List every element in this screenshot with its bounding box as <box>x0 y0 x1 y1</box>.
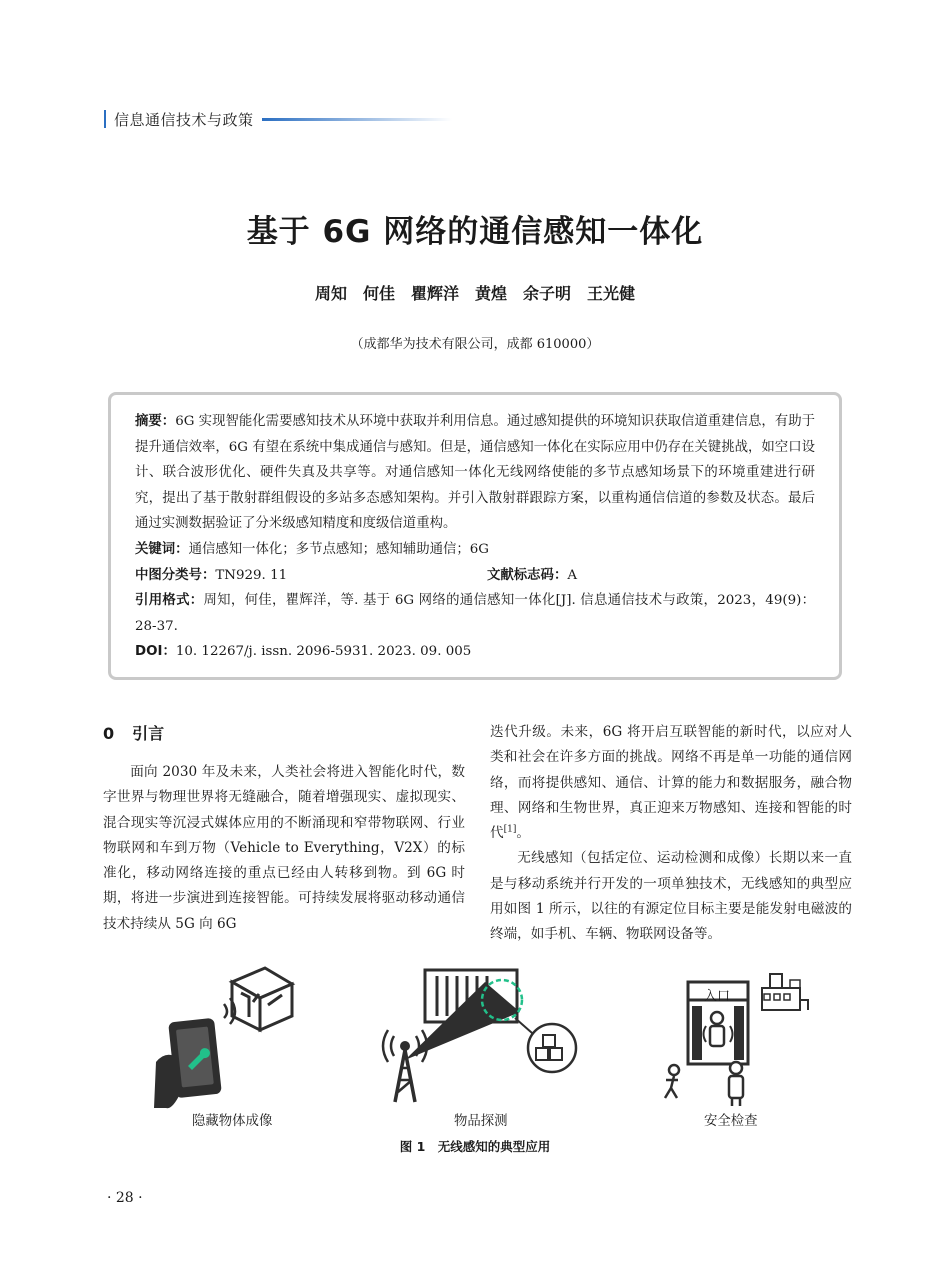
section-heading <box>103 720 465 748</box>
figure-1-illustration <box>100 960 860 1160</box>
author-affiliation: （成都华为技术有限公司，成都 610000） <box>350 337 600 352</box>
doi-label: DOI： <box>135 644 176 660</box>
body-column-right <box>490 720 852 948</box>
hidden-object-imaging-icon <box>154 968 292 1108</box>
security-check-icon <box>665 974 808 1106</box>
figure-1-title: 图 1 无线感知的典型应用 <box>399 1139 551 1154</box>
item-detection-icon <box>383 970 576 1102</box>
journal-section-header <box>104 108 452 130</box>
header-gradient-line <box>262 118 452 121</box>
section-title: 引言 <box>132 724 165 743</box>
clc-value: TN929. 11 <box>215 567 288 583</box>
header-accent-bar <box>104 110 106 128</box>
paper-authors: 周知 何佳 瞿辉洋 黄煌 余子明 王光健 <box>314 284 635 303</box>
citation-text: 周知，何佳，瞿辉洋，等. 基于 6G 网络的通信感知一体化[J]. 信息通信技术与政策，2023，49(9)：28-37. <box>135 593 816 634</box>
abstract-text: 6G 实现智能化需要感知技术从环境中获取并利用信息。通过感知提供的环境知识获取信道重建信息，有助于提升通信效率，6G 有望在系统中集成通信与感知。但是，通信感知一体化在实际应用中仍存在关键挑战，如空口设计、联合波形优化、硬件失真及共享等。对通信感知一体化无线网络使能的多节点感知场景下的环境重建进行研究，提出了基于散射群组假设的多站多态感知架构。并引入散射群跟踪方案，以重构通信信道的参数及状态。最后通过实测数据验证了分米级感知精度和度级信道重构。 <box>135 414 815 532</box>
page-number: · 28 · <box>107 1190 143 1206</box>
citation <box>135 588 815 639</box>
entrance-label: 入口 <box>704 989 731 1004</box>
citation-label: 引用格式： <box>135 593 204 609</box>
clc-code <box>135 563 487 589</box>
caption-hidden-object-imaging: 隐藏物体成像 <box>192 1114 273 1129</box>
reference-1[interactable]: [1] <box>503 824 517 835</box>
abstract-label: 摘要： <box>135 414 176 429</box>
doc-code <box>487 563 577 589</box>
keywords-label: 关键词： <box>135 541 189 557</box>
clc-label: 中图分类号： <box>135 567 216 583</box>
doc-label: 文献标志码： <box>487 567 568 583</box>
abstract <box>135 409 815 537</box>
keywords <box>135 537 815 563</box>
paper-title: 基于 6G 网络的通信感知一体化 <box>246 214 704 250</box>
abstract-box <box>108 392 842 680</box>
intro-paragraph-1-continued <box>490 720 852 846</box>
figure-1 <box>100 960 860 1160</box>
journal-section-label: 信息通信技术与政策 <box>114 110 254 129</box>
doi <box>135 639 815 665</box>
intro-paragraph-1: 面向 2030 年及未来，人类社会将进入智能化时代，数字世界与物理世界将无缝融合，随着增强现实、虚拟现实、混合现实等沉浸式媒体应用的不断涌现和窄带物联网、行业物联网和车到万物（Vehicle to Everything，V2X）的标准化，移动网络连接的重点已经由人转移到物。到 6G 时期，将进一步演进到连接智能。可持续发展将驱动移动通信技术持续从 5G 向 6G <box>103 764 465 932</box>
doc-value: A <box>567 567 578 583</box>
caption-security-check: 安全检查 <box>704 1114 758 1129</box>
intro-paragraph-2: 无线感知（包括定位、运动检测和成像）长期以来一直是与移动系统并行开发的一项单独技术，无线感知的典型应用如图 1 所示，以往的有源定位目标主要是能发射电磁波的终端，如手机、车辆、物联网设备等。 <box>490 850 852 943</box>
paragraph-end-mark: 。 <box>516 825 530 842</box>
body-column-left <box>103 720 465 937</box>
classification-row <box>135 563 815 589</box>
doi-value: 10. 12267/j. issn. 2096-5931. 2023. 09. 005 <box>175 644 472 660</box>
paragraph-continued-text: 迭代升级。未来，6G 将开启互联智能的新时代，以应对人类和社会在许多方面的挑战。网络不再是单一功能的通信网络，而将提供感知、通信、计算的能力和数据服务，融合物理、网络和生物世界，真正迎来万物感知、连接和智能的时代 <box>490 724 852 842</box>
keywords-text: 通信感知一体化；多节点感知；感知辅助通信；6G <box>188 541 489 557</box>
caption-item-detection: 物品探测 <box>454 1114 508 1129</box>
section-number: 0 <box>103 724 115 743</box>
